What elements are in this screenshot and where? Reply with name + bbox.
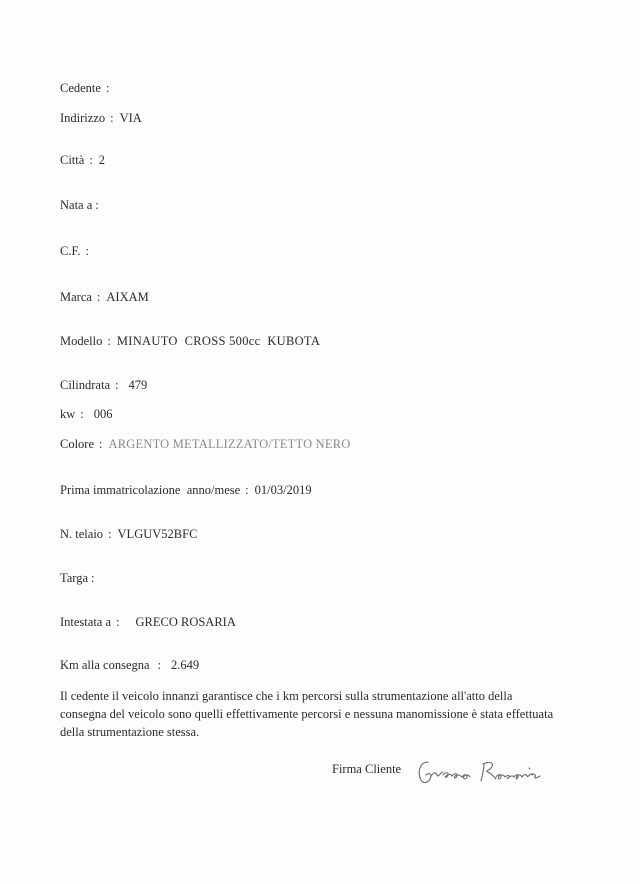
- field-separator: :: [116, 615, 120, 629]
- field-label: Modello: [60, 334, 103, 348]
- field-value: 006: [93, 407, 113, 421]
- field-cilindrata: [60, 377, 147, 393]
- guarantee-clause: [60, 687, 580, 741]
- field-value: ARGENTO METALLIZZATO/TETTO NERO: [108, 437, 351, 451]
- field-value: AIXAM: [106, 290, 149, 304]
- field-label: Indirizzo: [60, 111, 106, 125]
- field-separator: :: [110, 111, 114, 125]
- field-label: Cilindrata: [60, 378, 110, 392]
- field-indirizzo: [60, 110, 142, 126]
- field-label: Città: [60, 153, 85, 167]
- field-separator: :: [115, 378, 119, 392]
- field-separator: :: [95, 198, 99, 212]
- field-value: GRECO ROSARIA: [135, 615, 236, 629]
- field-cf: [60, 243, 95, 259]
- field-value: VLGUV52BFC: [117, 527, 198, 541]
- field-separator: :: [107, 334, 111, 348]
- field-label: Marca: [60, 290, 92, 304]
- field-kw: [60, 406, 113, 422]
- field-label: C.F.: [60, 244, 81, 258]
- field-value: 479: [128, 378, 148, 392]
- signature-label: Firma Cliente: [332, 762, 402, 776]
- field-colore: [60, 436, 351, 452]
- field-separator: :: [96, 290, 101, 304]
- field-prima-immatricolazione: [60, 482, 312, 498]
- field-label: Cedente: [60, 81, 101, 95]
- field-label: Colore: [60, 437, 95, 451]
- field-label: Km alla consegna: [60, 658, 150, 672]
- field-separator: :: [99, 437, 103, 451]
- field-value: VIA: [119, 111, 142, 125]
- field-separator: :: [157, 658, 162, 672]
- field-modello: [60, 333, 320, 349]
- field-n-telaio: [60, 526, 197, 542]
- field-label: Prima immatricolazione anno/mese: [60, 483, 241, 497]
- clause-line: Il cedente il veicolo innanzi garantisce che i km percorsi sulla strumentazione all'atto della: [60, 689, 513, 703]
- field-separator: :: [105, 81, 110, 95]
- field-label: Targa: [60, 571, 89, 585]
- field-separator: :: [245, 483, 249, 497]
- field-label: Nata a: [60, 198, 93, 212]
- field-separator: :: [80, 407, 84, 421]
- field-separator: :: [91, 571, 95, 585]
- field-label: N. telaio: [60, 527, 104, 541]
- field-label: kw: [60, 407, 76, 421]
- field-marca: [60, 289, 149, 305]
- field-separator: :: [89, 153, 93, 167]
- clause-line: consegna del veicolo sono quelli effettivamente percorsi e nessuna manomissione è stata effettuata: [60, 707, 554, 721]
- field-km-alla-consegna: [60, 657, 199, 673]
- field-label: Intestata a: [60, 615, 112, 629]
- clause-line: della strumentazione stessa.: [60, 725, 200, 739]
- field-separator: :: [85, 244, 90, 258]
- field-value: MINAUTO CROSS 500cc KUBOTA: [116, 334, 321, 348]
- field-separator: :: [108, 527, 112, 541]
- field-value: 2.649: [171, 658, 200, 672]
- field-targa: [60, 570, 101, 586]
- handwritten-signature: [414, 754, 544, 788]
- field-value: 2: [98, 153, 106, 167]
- field-intestata-a: [60, 614, 236, 630]
- field-citta: [60, 152, 105, 168]
- field-nata-a: [60, 197, 105, 213]
- field-value: 01/03/2019: [254, 483, 312, 497]
- field-cedente: [60, 80, 115, 96]
